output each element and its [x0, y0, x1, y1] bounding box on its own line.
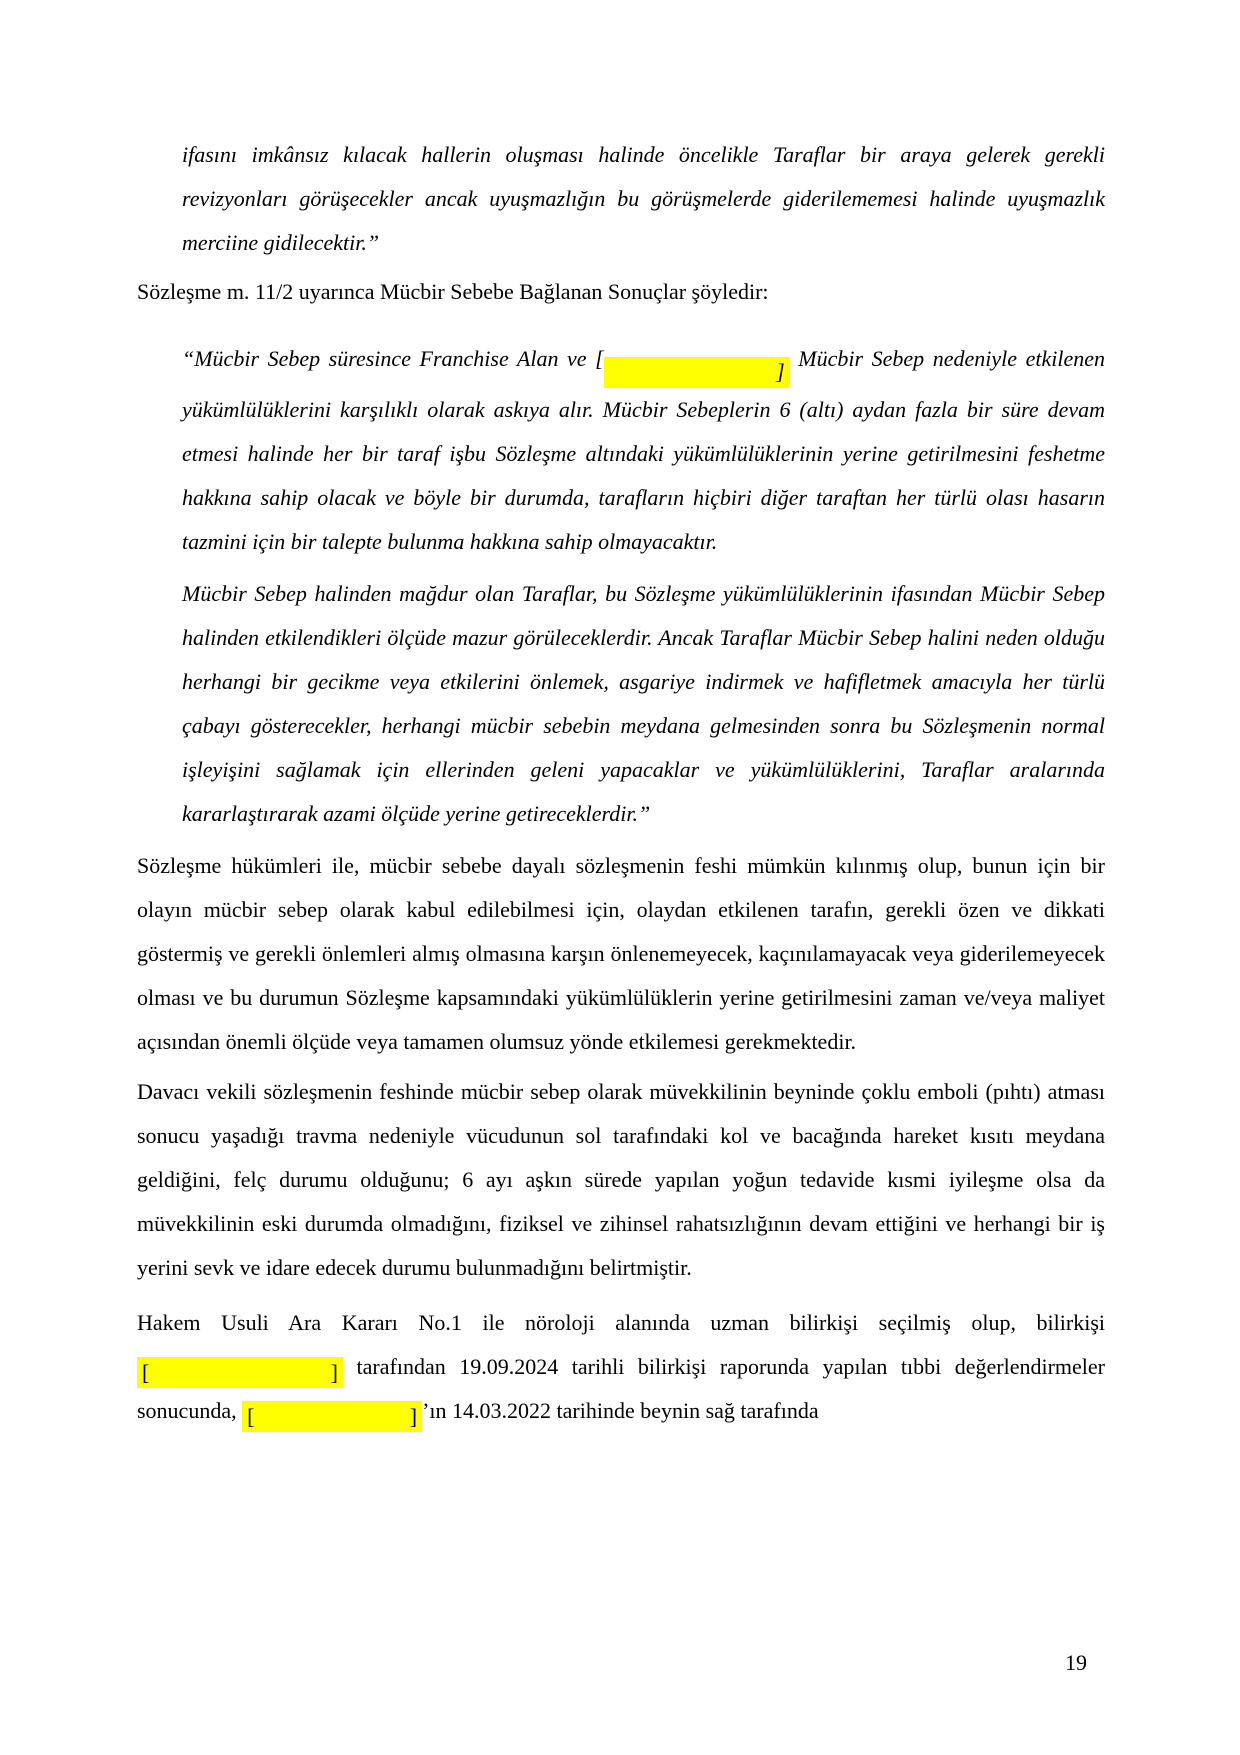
quote-paragraph-2 — [182, 337, 1105, 564]
redaction-highlight-3 — [242, 1401, 422, 1432]
redaction-open-bracket: [ — [247, 1403, 255, 1429]
redaction-close-bracket: ] — [776, 359, 785, 384]
intro-line: Sözleşme m. 11/2 uyarınca Mücbir Sebebe Bağlanan Sonuçlar şöyledir: — [137, 279, 769, 304]
para3-segment-1: Hakem Usuli Ara Kararı No.1 ile nöroloji alanında uzman bilirkişi seçilmiş olup, bilirkişi — [137, 1309, 1105, 1335]
redaction-highlight-1 — [604, 357, 790, 388]
quote-paragraph-1: ifasını imkânsız kılacak hallerin oluşması halinde öncelikle Taraflar bir araya gelerek gerekli revizyonları görüşecekler ancak uyuşmazlığın bu görüşmelerde giderilememesi halinde uyuşmazlık merciine gidilecektir.” — [182, 142, 1105, 255]
redaction-close-bracket: ] — [330, 1359, 338, 1385]
quote-paragraph-3: Mücbir Sebep halinden mağdur olan Taraflar, bu Sözleşme yükümlülüklerinin ifasından Mücbir Sebep halinden etkilendikleri ölçüde mazur görüleceklerdir. Ancak Taraflar Mücbir Sebep halini neden olduğu herhangi bir gecikme veya etkilerini önlemek, asgariye indirmek ve hafifletmek amacıyla her türlü çabayı gösterecekler, herhangi mücbir sebebin meydana gelmesinden sonra bu Sözleşmenin normal işleyişini sağlamak için ellerinden geleni yapacaklar ve yükümlülüklerini, Taraflar aralarında kararlaştırarak azami ölçüde yerine getireceklerdir.” — [182, 580, 1105, 826]
redaction-highlight-2 — [137, 1357, 343, 1388]
redaction-close-bracket: ] — [409, 1403, 418, 1429]
para3-segment-3: ’ın 14.03.2022 tarihinde beynin sağ tarafında — [422, 1397, 819, 1423]
quote2-segment-2: Mücbir Sebep nedeniyle etkilenen yükümlülüklerini karşılıklı olarak askıya alır. Mücbir Sebeplerin 6 (altı) aydan fazla bir süre devam etmesi halinde her bir taraf işbu Sözleşme altındaki yükümlülüklerinin yerine getirilmesini feshetme hakkına sahip olacak ve böyle bir durumda, tarafların hiçbiri diğer taraftan her türlü olası hasarın tazmini için bir talepte bulunma hakkına sahip olmayacaktır. — [182, 346, 1105, 554]
body-paragraph-1: Sözleşme hükümleri ile, mücbir sebebe dayalı sözleşmenin feshi mümkün kılınmış olup, bunun için bir olayın mücbir sebep olarak kabul edilebilmesi için, olaydan etkilenen tarafın, gerekli özen ve dikkati göstermiş ve gerekli önlemleri almış olmasına karşın önlenemeyecek, kaçınılamayacak veya giderilemeyecek olması ve bu durumun Sözleşme kapsamındaki yükümlülüklerin yerine getirilmesini zaman ve/veya maliyet açısından önemli ölçüde veya tamamen olumsuz yönde etkilemesi gerekmektedir. — [137, 852, 1105, 1054]
redaction-open-bracket: [ — [142, 1359, 150, 1385]
quote2-segment-1: “Mücbir Sebep süresince Franchise Alan ve [ — [182, 346, 604, 371]
body-paragraph-3 — [137, 1301, 1105, 1433]
para3-segment-2: tarafından 19.09.2024 tarihli bilirkişi raporunda yapılan tıbbi değerlendirmeler sonucunda, — [137, 1353, 1105, 1423]
body-paragraph-2: Davacı vekili sözleşmenin feshinde mücbir sebep olarak müvekkilinin beyninde çoklu emboli (pıhtı) atması sonucu yaşadığı travma nedeniyle vücudunun sol tarafındaki kol ve bacağında hareket kısıtı meydana geldiğini, felç durumu olduğunu; 6 ayı aşkın sürede yapılan yoğun tedavide kısmi iyileşme olsa da müvekkilinin eski durumda olmadığını, fiziksel ve zihinsel rahatsızlığının devam ettiğini ve herhangi bir iş yerini sevk ve idare edecek durumu bulunmadığını belirtmiştir. — [137, 1078, 1105, 1280]
page-number: 19 — [1065, 1650, 1087, 1675]
